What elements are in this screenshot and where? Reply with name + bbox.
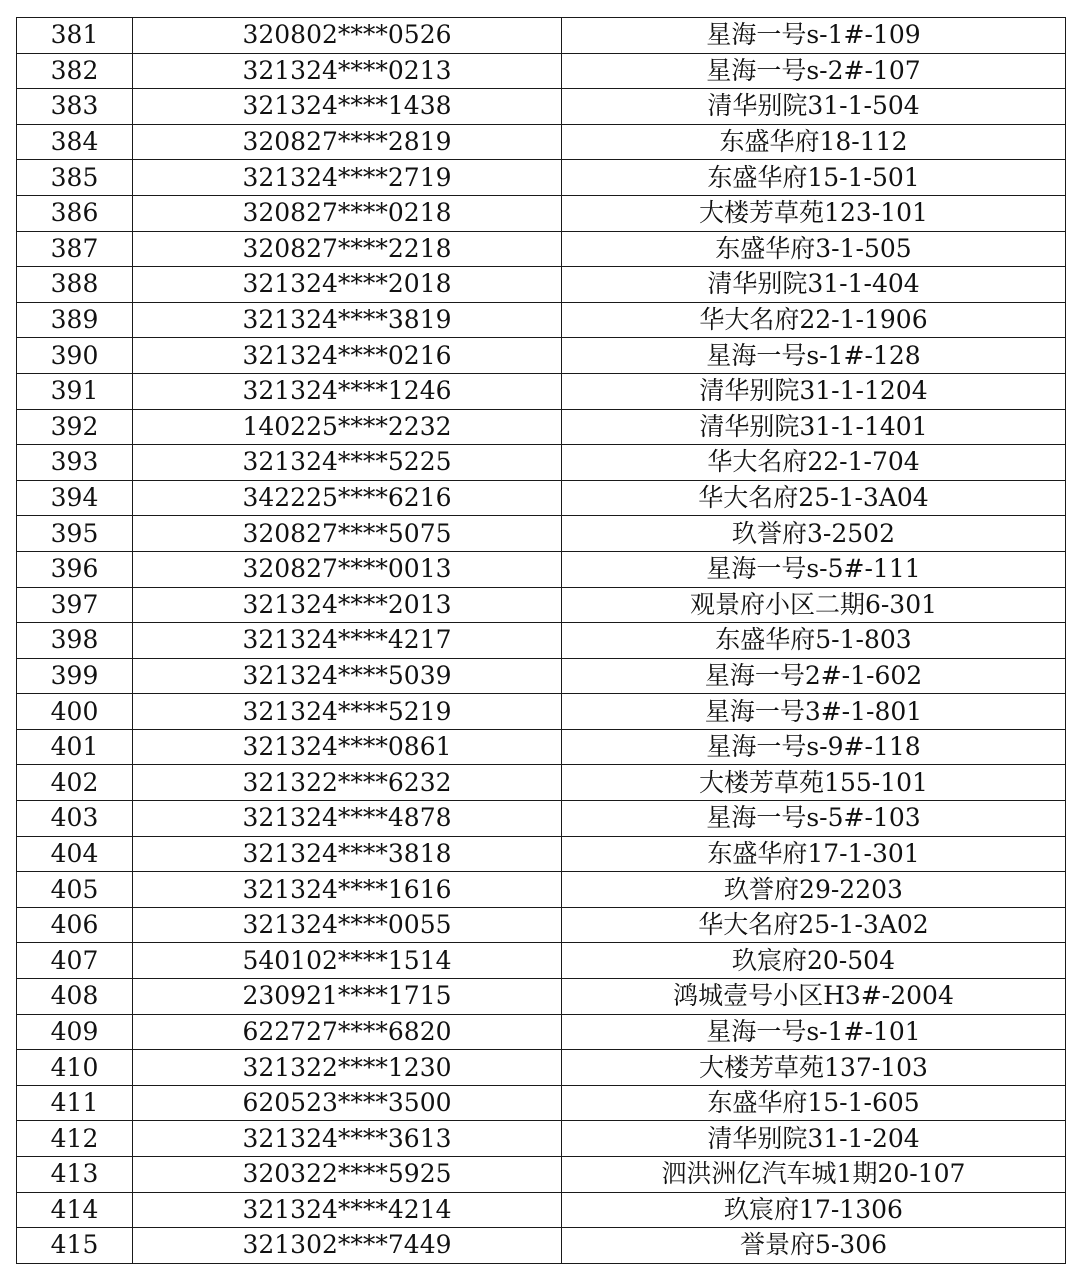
id-number-cell: 321324****0213 [133, 53, 562, 89]
row-number-cell: 397 [17, 587, 133, 623]
table-row [17, 1014, 1066, 1050]
address-cell: 鸿城壹号小区H3#-2004 [562, 979, 1066, 1015]
row-number-cell: 400 [17, 694, 133, 730]
row-number-cell: 383 [17, 89, 133, 125]
table-row [17, 1157, 1066, 1193]
row-number-cell: 399 [17, 658, 133, 694]
id-number-cell: 321324****2018 [133, 267, 562, 303]
id-number-cell: 321324****1246 [133, 373, 562, 409]
table-row [17, 907, 1066, 943]
table-row [17, 729, 1066, 765]
row-number-cell: 403 [17, 801, 133, 837]
table-row [17, 160, 1066, 196]
table-row [17, 124, 1066, 160]
address-cell: 东盛华府18-112 [562, 124, 1066, 160]
address-cell: 华大名府25-1-3A02 [562, 907, 1066, 943]
row-number-cell: 389 [17, 302, 133, 338]
id-number-cell: 320827****0013 [133, 551, 562, 587]
table-row [17, 658, 1066, 694]
row-number-cell: 393 [17, 445, 133, 481]
id-number-cell: 321324****3819 [133, 302, 562, 338]
id-number-cell: 230921****1715 [133, 979, 562, 1015]
row-number-cell: 402 [17, 765, 133, 801]
address-cell: 玖宸府17-1306 [562, 1192, 1066, 1228]
address-cell: 星海一号s-1#-109 [562, 18, 1066, 54]
address-cell: 星海一号3#-1-801 [562, 694, 1066, 730]
id-number-cell: 321324****2719 [133, 160, 562, 196]
row-number-cell: 409 [17, 1014, 133, 1050]
id-number-cell: 321324****4878 [133, 801, 562, 837]
id-number-cell: 321324****0055 [133, 907, 562, 943]
id-number-cell: 320827****2218 [133, 231, 562, 267]
row-number-cell: 411 [17, 1085, 133, 1121]
roster-table-body [17, 18, 1066, 1264]
address-cell: 观景府小区二期6-301 [562, 587, 1066, 623]
address-cell: 华大名府22-1-704 [562, 445, 1066, 481]
address-cell: 泗洪洲亿汽车城1期20-107 [562, 1157, 1066, 1193]
table-row [17, 516, 1066, 552]
table-row [17, 551, 1066, 587]
address-cell: 清华别院31-1-404 [562, 267, 1066, 303]
table-row [17, 587, 1066, 623]
roster-table [16, 17, 1066, 1264]
table-row [17, 373, 1066, 409]
row-number-cell: 401 [17, 729, 133, 765]
table-row [17, 231, 1066, 267]
roster-sheet [16, 17, 1065, 1264]
row-number-cell: 415 [17, 1228, 133, 1264]
row-number-cell: 382 [17, 53, 133, 89]
id-number-cell: 140225****2232 [133, 409, 562, 445]
row-number-cell: 395 [17, 516, 133, 552]
table-row [17, 1085, 1066, 1121]
table-row [17, 338, 1066, 374]
row-number-cell: 385 [17, 160, 133, 196]
table-row [17, 409, 1066, 445]
id-number-cell: 321324****5225 [133, 445, 562, 481]
address-cell: 东盛华府5-1-803 [562, 623, 1066, 659]
row-number-cell: 414 [17, 1192, 133, 1228]
id-number-cell: 540102****1514 [133, 943, 562, 979]
address-cell: 星海一号s-1#-128 [562, 338, 1066, 374]
address-cell: 星海一号2#-1-602 [562, 658, 1066, 694]
row-number-cell: 404 [17, 836, 133, 872]
table-row [17, 195, 1066, 231]
id-number-cell: 321324****0216 [133, 338, 562, 374]
row-number-cell: 391 [17, 373, 133, 409]
row-number-cell: 405 [17, 872, 133, 908]
id-number-cell: 321322****6232 [133, 765, 562, 801]
address-cell: 东盛华府17-1-301 [562, 836, 1066, 872]
row-number-cell: 407 [17, 943, 133, 979]
id-number-cell: 321324****4214 [133, 1192, 562, 1228]
row-number-cell: 408 [17, 979, 133, 1015]
address-cell: 东盛华府15-1-501 [562, 160, 1066, 196]
table-row [17, 943, 1066, 979]
address-cell: 星海一号s-5#-111 [562, 551, 1066, 587]
table-row [17, 836, 1066, 872]
id-number-cell: 321324****1616 [133, 872, 562, 908]
address-cell: 星海一号s-2#-107 [562, 53, 1066, 89]
table-row [17, 979, 1066, 1015]
id-number-cell: 321324****5219 [133, 694, 562, 730]
id-number-cell: 622727****6820 [133, 1014, 562, 1050]
id-number-cell: 342225****6216 [133, 480, 562, 516]
address-cell: 玖誉府3-2502 [562, 516, 1066, 552]
id-number-cell: 321324****5039 [133, 658, 562, 694]
address-cell: 玖誉府29-2203 [562, 872, 1066, 908]
address-cell: 清华别院31-1-204 [562, 1121, 1066, 1157]
id-number-cell: 321324****0861 [133, 729, 562, 765]
id-number-cell: 320322****5925 [133, 1157, 562, 1193]
address-cell: 星海一号s-5#-103 [562, 801, 1066, 837]
id-number-cell: 320827****5075 [133, 516, 562, 552]
row-number-cell: 384 [17, 124, 133, 160]
id-number-cell: 320827****0218 [133, 195, 562, 231]
id-number-cell: 321324****2013 [133, 587, 562, 623]
table-row [17, 18, 1066, 54]
row-number-cell: 398 [17, 623, 133, 659]
address-cell: 华大名府22-1-1906 [562, 302, 1066, 338]
id-number-cell: 320802****0526 [133, 18, 562, 54]
table-row [17, 694, 1066, 730]
address-cell: 星海一号s-1#-101 [562, 1014, 1066, 1050]
row-number-cell: 381 [17, 18, 133, 54]
address-cell: 东盛华府15-1-605 [562, 1085, 1066, 1121]
table-row [17, 1050, 1066, 1086]
row-number-cell: 412 [17, 1121, 133, 1157]
table-row [17, 1228, 1066, 1264]
table-row [17, 53, 1066, 89]
id-number-cell: 320827****2819 [133, 124, 562, 160]
id-number-cell: 620523****3500 [133, 1085, 562, 1121]
address-cell: 清华别院31-1-1204 [562, 373, 1066, 409]
row-number-cell: 392 [17, 409, 133, 445]
row-number-cell: 386 [17, 195, 133, 231]
address-cell: 清华别院31-1-1401 [562, 409, 1066, 445]
row-number-cell: 413 [17, 1157, 133, 1193]
row-number-cell: 406 [17, 907, 133, 943]
address-cell: 星海一号s-9#-118 [562, 729, 1066, 765]
address-cell: 玖宸府20-504 [562, 943, 1066, 979]
table-row [17, 267, 1066, 303]
id-number-cell: 321324****4217 [133, 623, 562, 659]
row-number-cell: 410 [17, 1050, 133, 1086]
table-row [17, 302, 1066, 338]
table-row [17, 89, 1066, 125]
table-row [17, 765, 1066, 801]
row-number-cell: 394 [17, 480, 133, 516]
id-number-cell: 321324****3818 [133, 836, 562, 872]
row-number-cell: 396 [17, 551, 133, 587]
row-number-cell: 387 [17, 231, 133, 267]
table-row [17, 445, 1066, 481]
address-cell: 大楼芳草苑137-103 [562, 1050, 1066, 1086]
id-number-cell: 321324****3613 [133, 1121, 562, 1157]
address-cell: 誉景府5-306 [562, 1228, 1066, 1264]
address-cell: 华大名府25-1-3A04 [562, 480, 1066, 516]
table-row [17, 623, 1066, 659]
address-cell: 大楼芳草苑123-101 [562, 195, 1066, 231]
row-number-cell: 390 [17, 338, 133, 374]
table-row [17, 801, 1066, 837]
id-number-cell: 321302****7449 [133, 1228, 562, 1264]
table-row [17, 480, 1066, 516]
table-row [17, 1192, 1066, 1228]
table-row [17, 872, 1066, 908]
table-row [17, 1121, 1066, 1157]
address-cell: 大楼芳草苑155-101 [562, 765, 1066, 801]
address-cell: 清华别院31-1-504 [562, 89, 1066, 125]
id-number-cell: 321322****1230 [133, 1050, 562, 1086]
id-number-cell: 321324****1438 [133, 89, 562, 125]
row-number-cell: 388 [17, 267, 133, 303]
address-cell: 东盛华府3-1-505 [562, 231, 1066, 267]
